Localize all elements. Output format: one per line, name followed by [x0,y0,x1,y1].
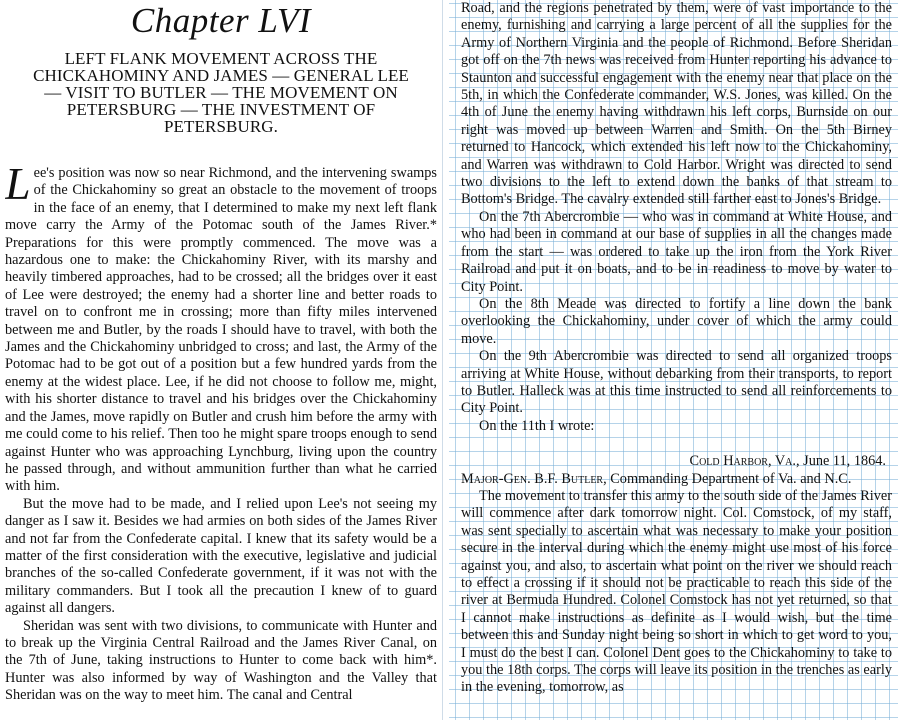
right-paragraph-1: Road, and the regions penetrated by them, were of vast importance to the enemy, furnishing and carrying a large percent of all the supplies for the Army of Northern Virginia and the people of Richmond. Before Sheridan got off on the 7th news was received from Hunter reporting his advance to Staunton and successful engagement with the enemy near that place on the 5th, in which the Confederate commander, W.S. Jones, was killed. On the 4th of June the enemy having withdrawn his left corps, Burnside on our right was moved up between Warren and Smith. On the 5th Birney returned to Hancock, which extended his left now to the Chickahominy, and Warren was withdrawn to Cold Harbor. Wright was directed to send two divisions to the left to extend down the banks of that stream to Bottom's Bridge. The cavalry extended still farther east to Jones's Bridge. [461,0,892,208]
paragraph-2: But the move had to be made, and I relied upon Lee's not seeing my danger as I saw it. Besides we had armies on both sides of the James River and not far from the Confederate capital. I knew that its safety would be a matter of the first consideration with the executive, legislative and judicial branches of the so-called Confederate government, if it was not with the military commanders. But I took all the precaution I knew of to guard against all dangers. [5,495,437,617]
addressee-name: Major-Gen. B.F. Butler, [461,470,607,487]
letter-body: The movement to transfer this army to the south side of the James River will commence after dark tomorrow night. Col. Comstock, of my staff, was sent specially to ascertain what was necessary to make your position secure in the interval during which the enemy might use most of his force against you, and also, to ascertain what point on the river we should reach to effect a crossing if it should not be practicable to reach this side of the river at Bermuda Hundred. Colonel Comstock has not yet returned, so that I cannot make instructions as definite as I would wish, but the time between this and Sunday night being so short in which to get word to you, I must do the best I can. Colonel Dent goes to the Chickahominy to take to you the 18th corps. The corps will leave its position in the trenches as early in the evening, tomorrow, as [461,487,892,696]
paragraph-3: Sheridan was sent with two divisions, to communicate with Hunter and to break up the Virginia Central Railroad and the James River Canal, on the 7th of June, taking instructions to Hunter to come back with him*. Hunter was also informed by way of Washington and the Valley that Sheridan was on the way to meet him. The canal and Central [5,617,437,704]
paragraph-1-text: ee's position was now so near Richmond, and the intervening swamps of the Chickahominy so great an obstacle to the movement of troops in the face of an enemy, that I determined to make my next left flank move carry the Army of the Potomac south of the James River.* Preparations for this were promptly commenced. The move was a hazardous one to make: the Chickahominy River, with its marshy and heavily timbered approaches, had to be crossed; all the bridges over it east of Lee were destroyed; the enemy had a shorter line and better roads to travel on to confront me in crossing; more than fifty miles intervened between me and Butler, by the roads I should have to travel, with both the James and the Chickahominy unbridged to cross; and last, the Army of the Potomac had to be got out of a position but a few hundred yards from the enemy at the widest place. Lee, if he did not choose to follow me, might, with his shorter distance to travel and his bridges over the Chickahominy and the James, move rapidly on Butler and crush him before the army with me could come to his relief. Then too he might spare troops enough to send against Hunter who was approaching Lynchburg, living upon the country he passed through, and without ammunition further than what he carried with him. [5,165,437,495]
right-paragraph-2: On the 7th Abercrombie — who was in command at White House, and who had been in command at our base of supplies in all the changes made from the start — was ordered to take up the iron from the York River Railroad and put it on boats, and to be in readiness to move by water to City Point. [461,208,892,295]
right-paragraph-5: On the 11th I wrote: [479,417,595,434]
addressee-title: Commanding Department of Va. and N.C. [606,470,852,487]
letter-addressee [461,471,892,488]
dateline-date: June 11, 1864. [799,453,886,470]
chapter-title: Chapter LVI [130,1,312,40]
chapter-subtitle: LEFT FLANK MOVEMENT ACROSS THE CHICKAHOMINY AND JAMES — GENERAL LEE — VISIT TO BUTLER — THE MOVEMENT ON PETERSBURG — THE INVESTMENT OF PETERSBURG. [33,49,409,136]
dateline-place: Cold Harbor, Va., [689,453,800,470]
right-paragraph-4: On the 9th Abercrombie was directed to send all organized troops arriving at White House, without debarking from their transports, to report to Butler. Halleck was at this time instructed to send all reinforcements to City Point. [461,348,892,417]
paragraph-1 [5,158,437,496]
right-paragraph-3: On the 8th Meade was directed to fortify a line down the bank overlooking the Chickahominy, under cover of which the army could move. [461,295,892,347]
right-column-grid-paper [449,0,898,720]
column-gutter [437,0,449,720]
left-column [5,0,437,720]
gutter-rule [442,0,443,720]
letter-dateline [449,453,886,470]
drop-cap: L [5,158,31,209]
